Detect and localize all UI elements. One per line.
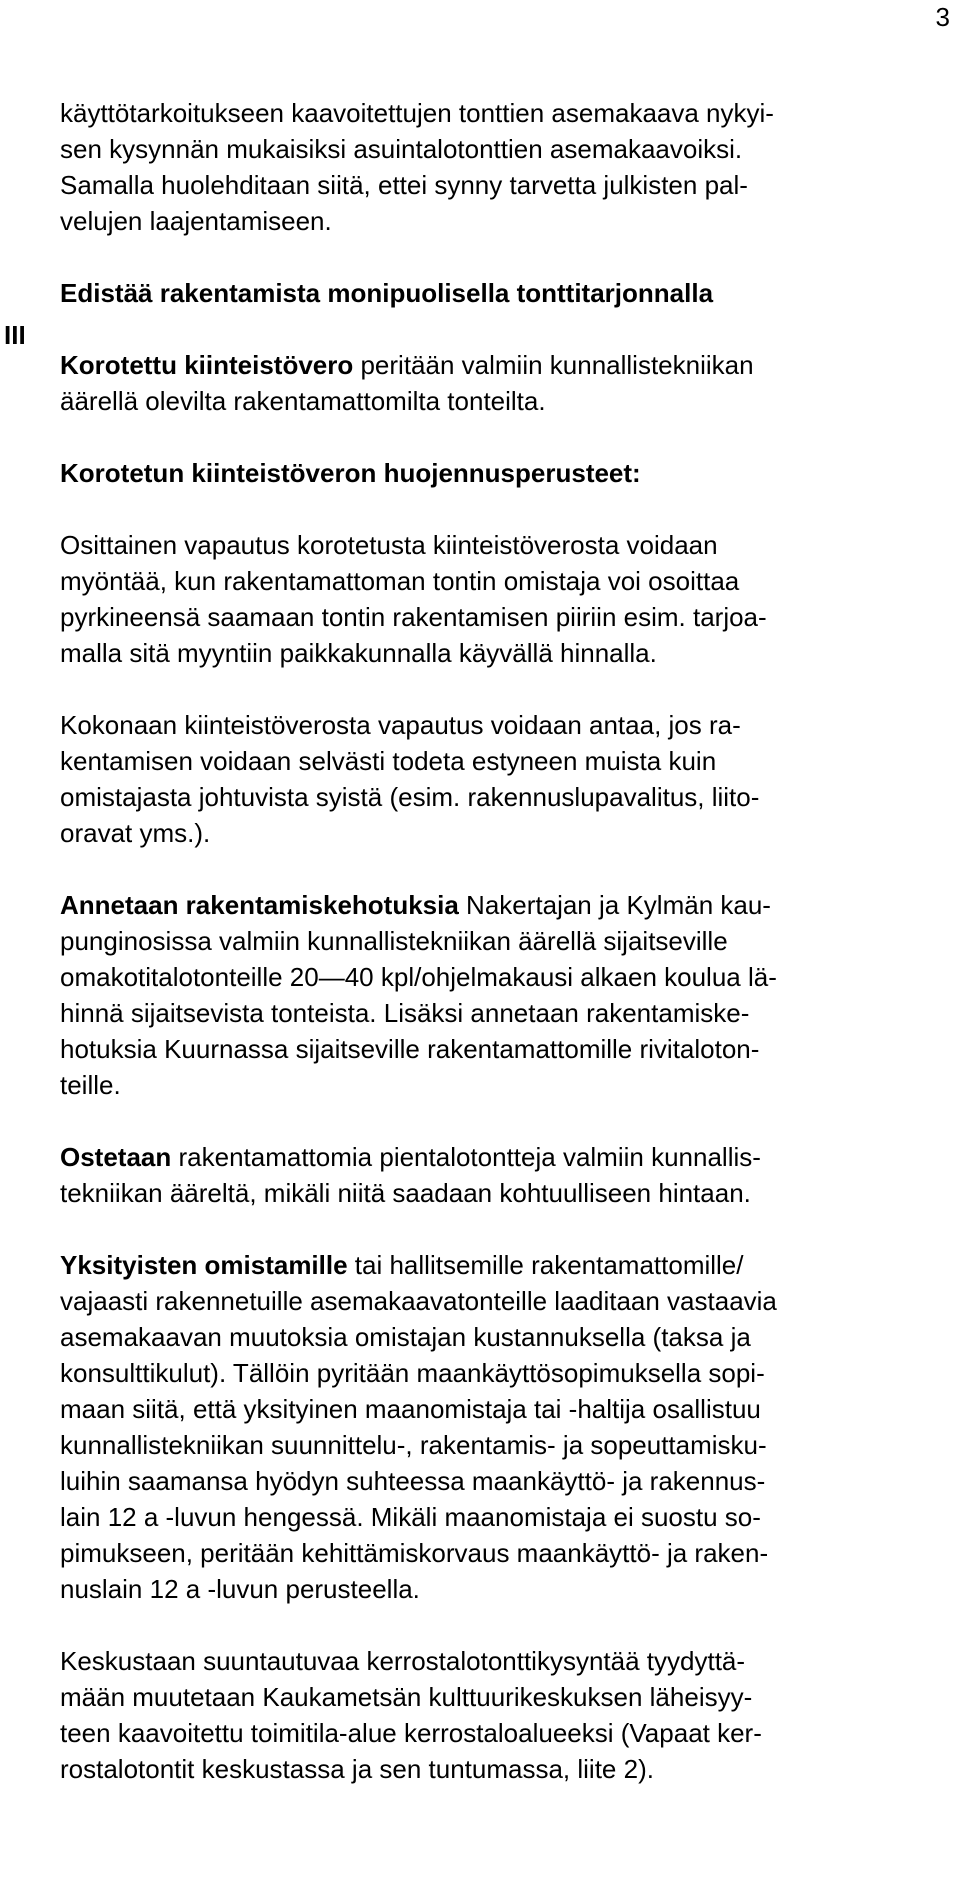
text-line: hotuksia Kuurnassa sijaitseville rakentamattomille rivitaloton- [60,1034,760,1064]
text-line: Samalla huolehditaan siitä, ettei synny tarvetta julkisten pal- [60,170,748,200]
intro-paragraph [60,95,920,239]
text-line: asemakaavan muutoksia omistajan kustannuksella (taksa ja [60,1322,751,1352]
text-line: Osittainen vapautus korotetusta kiinteistöverosta voidaan [60,530,718,560]
text-line: äärellä olevilta rakentamattomilta tonteilta. [60,386,546,416]
text-line: pimukseen, peritään kehittämiskorvaus maankäyttö- ja raken- [60,1538,769,1568]
text-line: konsulttikulut). Tällöin pyritään maankäyttösopimuksella sopi- [60,1358,765,1388]
text-line: Nakertajan ja Kylmän kau- [458,890,771,920]
text-line: punginosissa valmiin kunnallistekniikan äärellä sijaitseville [60,926,728,956]
text-line: vajaasti rakennetuille asemakaavatonteille laaditaan vastaavia [60,1286,777,1316]
text-line: hinnä sijaitsevista tonteista. Lisäksi annetaan rakentamiske- [60,998,750,1028]
text-line: rostalotontit keskustassa ja sen tuntumassa, liite 2). [60,1754,654,1784]
text-line: lain 12 a -luvun hengessä. Mikäli maanomistaja ei suostu so- [60,1502,761,1532]
text-line: Kokonaan kiinteistöverosta vapautus voidaan antaa, jos ra- [60,710,741,740]
text-line: tekniikan ääreltä, mikäli niitä saadaan kohtuulliseen hintaan. [60,1178,751,1208]
text-line: rakentamattomia pientalotontteja valmiin kunnallis- [171,1142,761,1172]
text-line: omistajasta johtuvista syistä (esim. rakennuslupavalitus, liito- [60,782,760,812]
text-line: mään muutetaan Kaukametsän kulttuurikeskuksen läheisyy- [60,1682,753,1712]
bold-term: Korotettu kiinteistövero [60,350,354,380]
bold-term: Yksityisten omistamille [60,1250,348,1280]
text-line: myöntää, kun rakentamattoman tontin omistaja voi osoittaa [60,566,740,596]
text-line: oravat yms.). [60,818,211,848]
text-line: maan siitä, että yksityinen maanomistaja tai -haltija osallistuu [60,1394,761,1424]
text-line: nuslain 12 a -luvun perusteella. [60,1574,420,1604]
paragraph-rakentamiskehotuksia [60,887,920,1103]
bold-term: Ostetaan [60,1142,172,1172]
text-line: Keskustaan suuntautuvaa kerrostalotonttikysyntää tyydyttä- [60,1646,746,1676]
section-number: III [4,320,26,350]
paragraph-yksityisten [60,1247,920,1607]
paragraph-ostetaan [60,1139,920,1211]
text-line: kentamisen voidaan selvästi todeta estyneen muista kuin [60,746,717,776]
paragraph-keskustaan [60,1643,920,1787]
text-line: teille. [60,1070,121,1100]
text-line: tai hallitsemille rakentamattomille/ [347,1250,744,1280]
paragraph-kokonaan [60,707,920,851]
paragraph-osittainen [60,527,920,671]
text-line: omakotitalotonteille 20—40 kpl/ohjelmakausi alkaen koulua lä- [60,962,777,992]
text-line: luihin saamansa hyödyn suhteessa maankäyttö- ja rakennus- [60,1466,766,1496]
text-line: pyrkineensä saamaan tontin rakentamisen piiriin esim. tarjoa- [60,602,767,632]
paragraph-korotettu [60,347,920,419]
text-line: teen kaavoitettu toimitila-alue kerrostaloalueeksi (Vapaat ker- [60,1718,762,1748]
text-line: käyttötarkoitukseen kaavoitettujen tonttien asemakaava nykyi- [60,98,774,128]
text-line: velujen laajentamiseen. [60,206,332,236]
text-line: peritään valmiin kunnallistekniikan [353,350,754,380]
section-heading: Edistää rakentamista monipuolisella tonttitarjonnalla [60,278,714,308]
text-line: sen kysynnän mukaisiksi asuintalotonttien asemakaavoiksi. [60,134,743,164]
subheading-huojennus: Korotetun kiinteistöveron huojennusperusteet: [60,458,641,488]
document-body [60,95,920,1787]
page-number: 3 [935,2,950,32]
text-line: malla sitä myyntiin paikkakunnalla käyvällä hinnalla. [60,638,657,668]
bold-term: Annetaan rakentamiskehotuksia [60,890,459,920]
text-line: kunnallistekniikan suunnittelu-, rakentamis- ja sopeuttamisku- [60,1430,767,1460]
